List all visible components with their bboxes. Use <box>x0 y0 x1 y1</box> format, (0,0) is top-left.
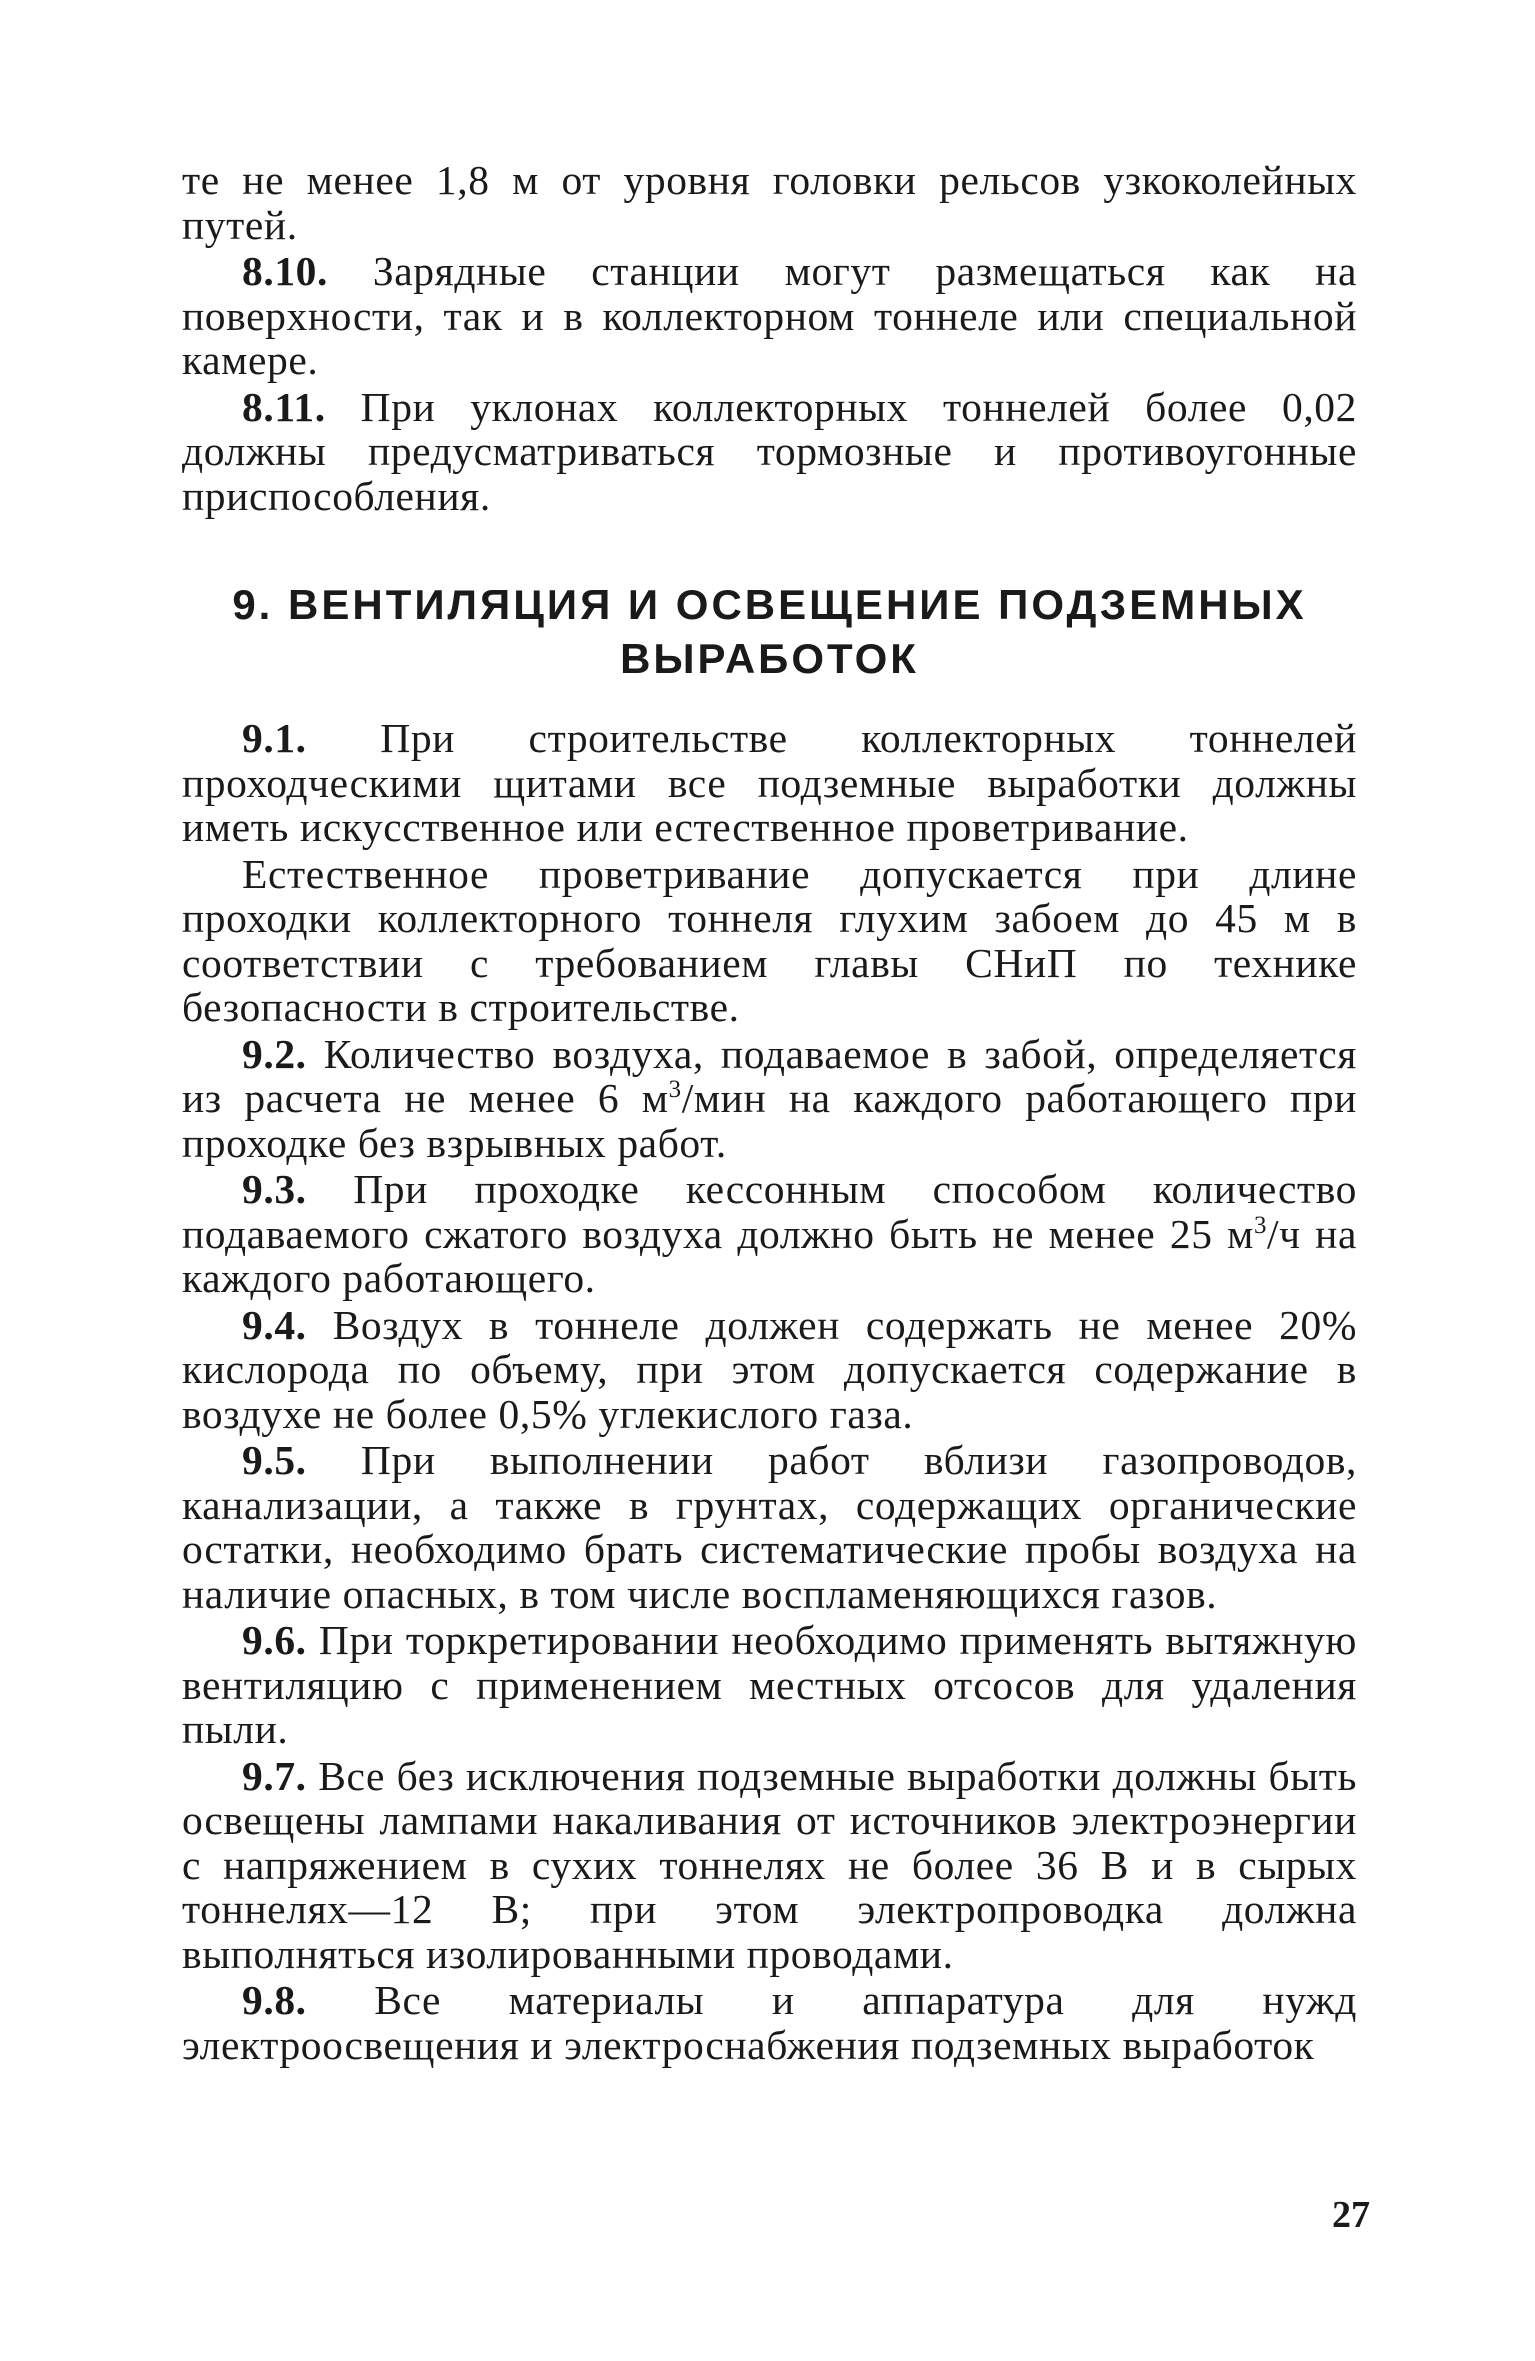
paragraph-text: При строительстве коллекторных тоннелей проходческими щитами все подземные выработки должны иметь искусственное или естественное проветривание. <box>182 715 1357 850</box>
clause-number: 8.10. <box>242 248 328 294</box>
paragraph-text: Зарядные станции могут размещаться как на поверхности, так и в коллекторном тоннеле или специальной камере. <box>182 248 1357 383</box>
section-heading-line-2: ВЫРАБОТОК <box>620 635 919 682</box>
paragraph-text: /мин на каждого работающего при проходке без взрывных работ. <box>182 1075 1357 1166</box>
paragraph-text: Воздух в тоннеле должен содержать не менее 20% кислорода по объему, при этом допускается содержание в воздухе не более 0,5% углекислого газа. <box>182 1301 1357 1437</box>
paragraph-text: При проходке кессонным способом количество подаваемого сжатого воздуха должно быть не менее 25 м <box>182 1166 1357 1257</box>
clause-number: 9.7. <box>242 1752 307 1799</box>
paragraph-text: Естественное проветривание допускается при длине проходки коллекторного тоннеля глухим забоем до 45 м в соответствии с требованием главы СНиП по технике безопасности в строительстве. <box>182 850 1357 1030</box>
paragraph-9-8 <box>182 1978 1357 2067</box>
paragraph-8-11 <box>182 385 1357 519</box>
paragraph-text: При выполнении работ вблизи газопроводов, канализации, а также в грунтах, содержащих органические остатки, необходимо брать систематические пробы воздуха на наличие опасных, в том числе воспламеняющихся газов. <box>182 1437 1357 1617</box>
clause-number: 9.5. <box>242 1437 307 1483</box>
clause-number: 9.3. <box>242 1166 307 1212</box>
paragraph-8-10 <box>182 249 1357 383</box>
clause-number: 9.6. <box>242 1617 307 1663</box>
paragraph-text: /ч на каждого работающего. <box>182 1210 1358 1301</box>
paragraph-text: Все материалы и аппаратура для нужд электроосвещения и электроснабжения подземных выработок <box>182 1977 1357 2068</box>
paragraph-9-1 <box>182 716 1357 850</box>
section-heading <box>182 578 1357 686</box>
paragraph-text: Количество воздуха, подаваемое в забой, определяется из расчета не менее 6 м <box>182 1030 1357 1121</box>
paragraph-9-6 <box>182 1618 1357 1752</box>
paragraph-9-3 <box>182 1167 1357 1301</box>
paragraph-text: При уклонах коллекторных тоннелей более 0,02 должны предусматриваться тормозные и противоугонные приспособления. <box>182 383 1357 519</box>
paragraph-text: те не менее 1,8 м от уровня головки рельсов узкоколейных путей. <box>182 157 1357 248</box>
paragraph-text: Все без исключения подземные выработки должны быть освещены лампами накаливания от источников электроэнергии с напряжением в сухих тоннелях не более 36 В и в сырых тоннелях—12 В; при этом электропроводка должна выполняться изолированными проводами. <box>182 1752 1357 1977</box>
paragraph-continuation <box>182 158 1357 247</box>
paragraph-9-4 <box>182 1303 1357 1437</box>
paragraph-text: При торкретировании необходимо применять вытяжную вентиляцию с применением местных отсосов для удаления пыли. <box>182 1617 1357 1752</box>
clause-number: 9.8. <box>242 1977 307 2023</box>
clause-number: 9.1. <box>242 715 307 761</box>
superscript: 3 <box>1253 1211 1268 1239</box>
superscript: 3 <box>668 1076 682 1104</box>
page-number: 27 <box>1332 2194 1370 2236</box>
clause-number: 9.4. <box>242 1301 307 1348</box>
paragraph-9-2 <box>182 1032 1357 1166</box>
clause-number: 9.2. <box>242 1030 307 1077</box>
clause-number: 8.11. <box>242 383 326 430</box>
paragraph-9-5 <box>182 1438 1357 1616</box>
paragraph-9-7 <box>182 1754 1357 1977</box>
section-heading-line-1: 9. ВЕНТИЛЯЦИЯ И ОСВЕЩЕНИЕ ПОДЗЕМНЫХ <box>232 581 1307 628</box>
paragraph-9-1-natural-ventilation <box>182 852 1357 1030</box>
document-page <box>182 158 1357 2067</box>
